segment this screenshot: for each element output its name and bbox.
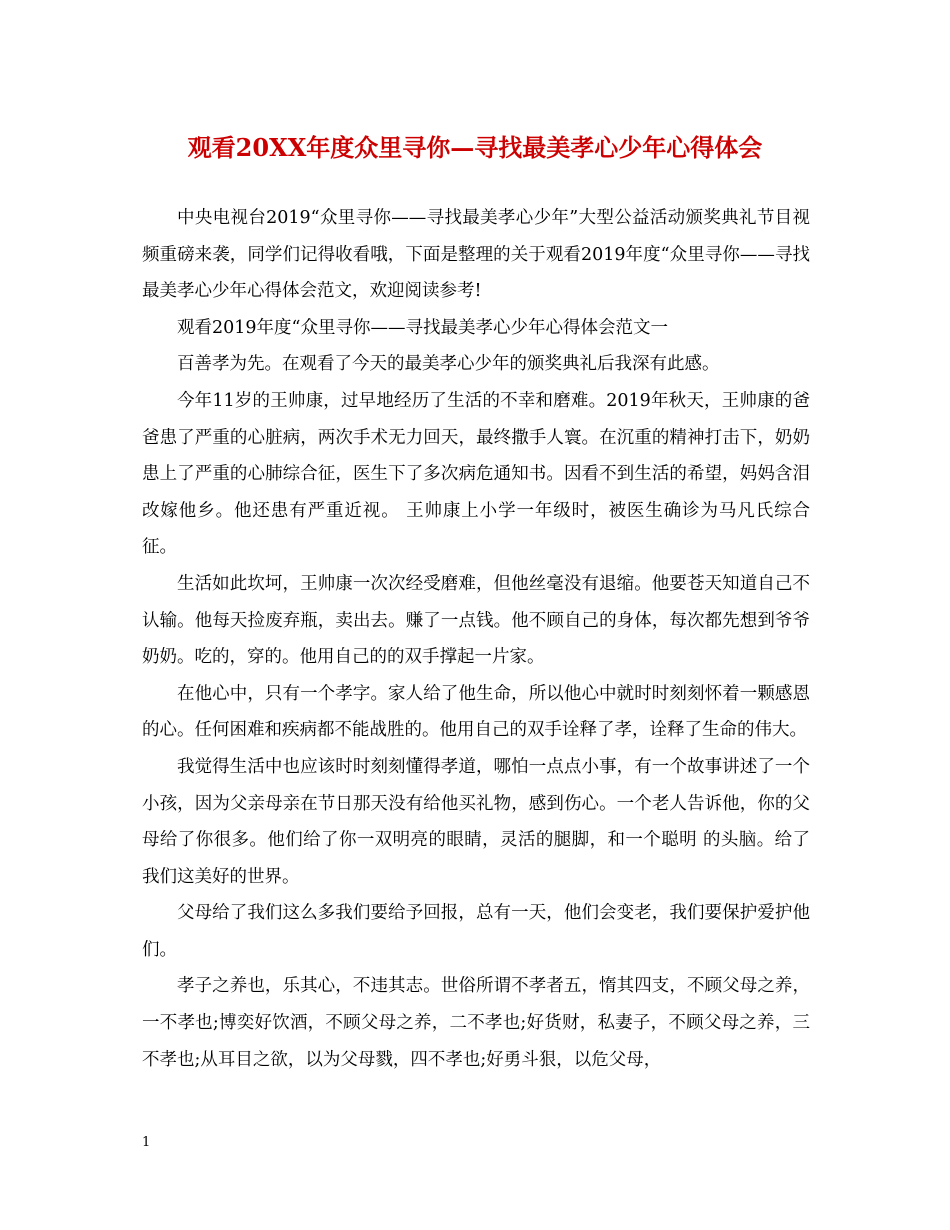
paragraph: 今年11岁的王帅康，过早地经历了生活的不幸和磨难。2019年秋天，王帅康的爸爸患了严重的心脏病，两次手术无力回天，最终撒手人寰。在沉重的精神打击下，奶奶患上了严重的心肺综合征，医生下了多次病危通知书。因看不到生活的希望，妈妈含泪改嫁他乡。他还患有严重近视。 王帅康上小学一年级时，被医生确诊为马凡氏综合征。 [142, 390, 810, 558]
paragraph: 孝子之养也，乐其心，不违其志。世俗所谓不孝者五，惰其四支，不顾父母之养，一不孝也;博奕好饮酒，不顾父母之养，二不孝也;好货财，私妻子，不顾父母之养，三不孝也;从耳目之欲，以为父母戮，四不孝也;好勇斗狠，以危父母， [142, 976, 810, 1070]
paragraph: 我觉得生活中也应该时时刻刻懂得孝道，哪怕一点点小事，有一个故事讲述了一个小孩，因为父亲母亲在节日那天没有给他买礼物，感到伤心。一个老人告诉他，你的父母给了你很多。他们给了你一双明亮的眼睛，灵活的腿脚，和一个聪明 的头脑。给了我们这美好的世界。 [142, 756, 810, 887]
paragraph: 生活如此坎坷，王帅康一次次经受磨难，但他丝毫没有退缩。他要苍天知道自己不认输。他每天捡废弃瓶，卖出去。赚了一点钱。他不顾自己的身体，每次都先想到爷爷奶奶。吃的，穿的。他用自己的的双手撑起一片家。 [142, 573, 810, 668]
document-body [142, 200, 810, 1078]
paragraph: 父母给了我们这么多我们要给予回报，总有一天，他们会变老，我们要保护爱护他们。 [142, 903, 810, 960]
paragraph: 在他心中，只有一个孝字。家人给了他生命，所以他心中就时时刻刻怀着一颗感恩的心。任何困难和疾病都不能战胜的。他用自己的双手诠释了孝，诠释了生命的伟大。 [142, 683, 810, 741]
paragraph: 观看2019年度“众里寻你——寻找最美孝心少年心得体会范文一 [177, 317, 668, 338]
paragraph: 中央电视台2019“众里寻你——寻找最美孝心少年”大型公益活动颁奖典礼节目视频重磅来袭，同学们记得收看哦，下面是整理的关于观看2019年度“众里寻你——寻找最美孝心少年心得体会范文，欢迎阅读参考! [142, 208, 810, 302]
page-number: 1 [142, 1135, 151, 1150]
paragraph: 百善孝为先。在观看了今天的最美孝心少年的颁奖典礼后我深有此感。 [177, 354, 720, 375]
document-title: 观看20XX年度众里寻你—寻找最美孝心少年心得体会 [187, 133, 763, 162]
